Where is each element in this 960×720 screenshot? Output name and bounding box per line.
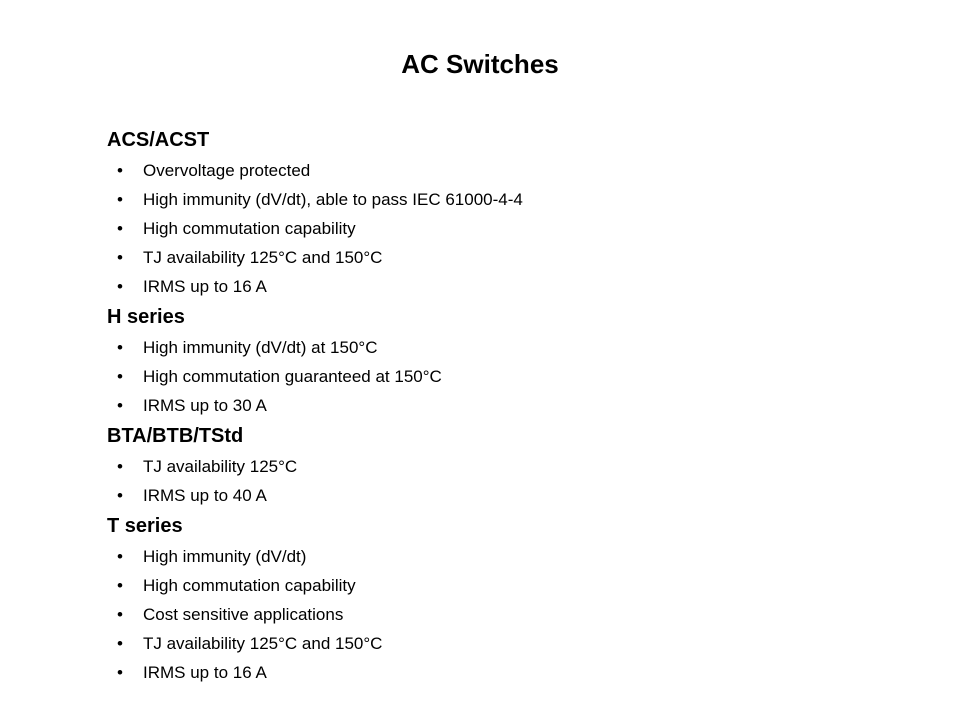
bullet-icon: • — [117, 338, 123, 357]
list-item-text: High immunity (dV/dt) at 150°C — [143, 338, 378, 357]
list-item — [107, 185, 867, 214]
bullet-list — [107, 542, 867, 687]
list-item-text: High immunity (dV/dt) — [143, 547, 307, 566]
list-item — [107, 658, 867, 687]
section-t-series — [107, 510, 867, 687]
bullet-icon: • — [117, 277, 123, 296]
list-item — [107, 362, 867, 391]
slide-title: AC Switches — [401, 49, 559, 79]
bullet-list — [107, 156, 867, 301]
list-item — [107, 629, 867, 658]
list-item — [107, 243, 867, 272]
list-item-text: IRMS up to 30 A — [143, 396, 267, 415]
list-item-text: IRMS up to 16 A — [143, 663, 267, 682]
list-item-text: High commutation guaranteed at 150°C — [143, 367, 442, 386]
list-item-text: IRMS up to 40 A — [143, 486, 267, 505]
list-item — [107, 481, 867, 510]
section-h-series — [107, 301, 867, 420]
section-heading: BTA/BTB/TStd — [107, 425, 244, 447]
list-item-text: Cost sensitive applications — [143, 605, 344, 624]
bullet-icon: • — [117, 634, 123, 653]
section-heading: T series — [107, 515, 183, 537]
list-item-text: High immunity (dV/dt), able to pass IEC 61000-4-4 — [143, 190, 523, 209]
bullet-icon: • — [117, 396, 123, 415]
bullet-icon: • — [117, 486, 123, 505]
bullet-icon: • — [117, 219, 123, 238]
bullet-icon: • — [117, 547, 123, 566]
list-item — [107, 391, 867, 420]
list-item — [107, 272, 867, 301]
list-item-text: High commutation capability — [143, 219, 356, 238]
bullet-icon: • — [117, 576, 123, 595]
bullet-list — [107, 452, 867, 510]
list-item-text: High commutation capability — [143, 576, 356, 595]
list-item-text: TJ availability 125°C — [143, 457, 298, 476]
list-item-text: TJ availability 125°C and 150°C — [143, 634, 383, 653]
bullet-icon: • — [117, 663, 123, 682]
list-item — [107, 156, 867, 185]
slide-content — [107, 124, 867, 687]
section-acs-acst — [107, 124, 867, 301]
section-heading: ACS/ACST — [107, 129, 210, 151]
bullet-icon: • — [117, 248, 123, 267]
list-item — [107, 333, 867, 362]
bullet-icon: • — [117, 367, 123, 386]
list-item-text: IRMS up to 16 A — [143, 277, 267, 296]
list-item — [107, 571, 867, 600]
bullet-icon: • — [117, 161, 123, 180]
list-item-text: Overvoltage protected — [143, 161, 311, 180]
list-item — [107, 214, 867, 243]
bullet-list — [107, 333, 867, 420]
list-item — [107, 600, 867, 629]
bullet-icon: • — [117, 605, 123, 624]
list-item — [107, 542, 867, 571]
section-bta-btb-tstd — [107, 420, 867, 510]
list-item — [107, 452, 867, 481]
bullet-icon: • — [117, 457, 123, 476]
section-heading: H series — [107, 306, 185, 328]
bullet-icon: • — [117, 190, 123, 209]
list-item-text: TJ availability 125°C and 150°C — [143, 248, 383, 267]
